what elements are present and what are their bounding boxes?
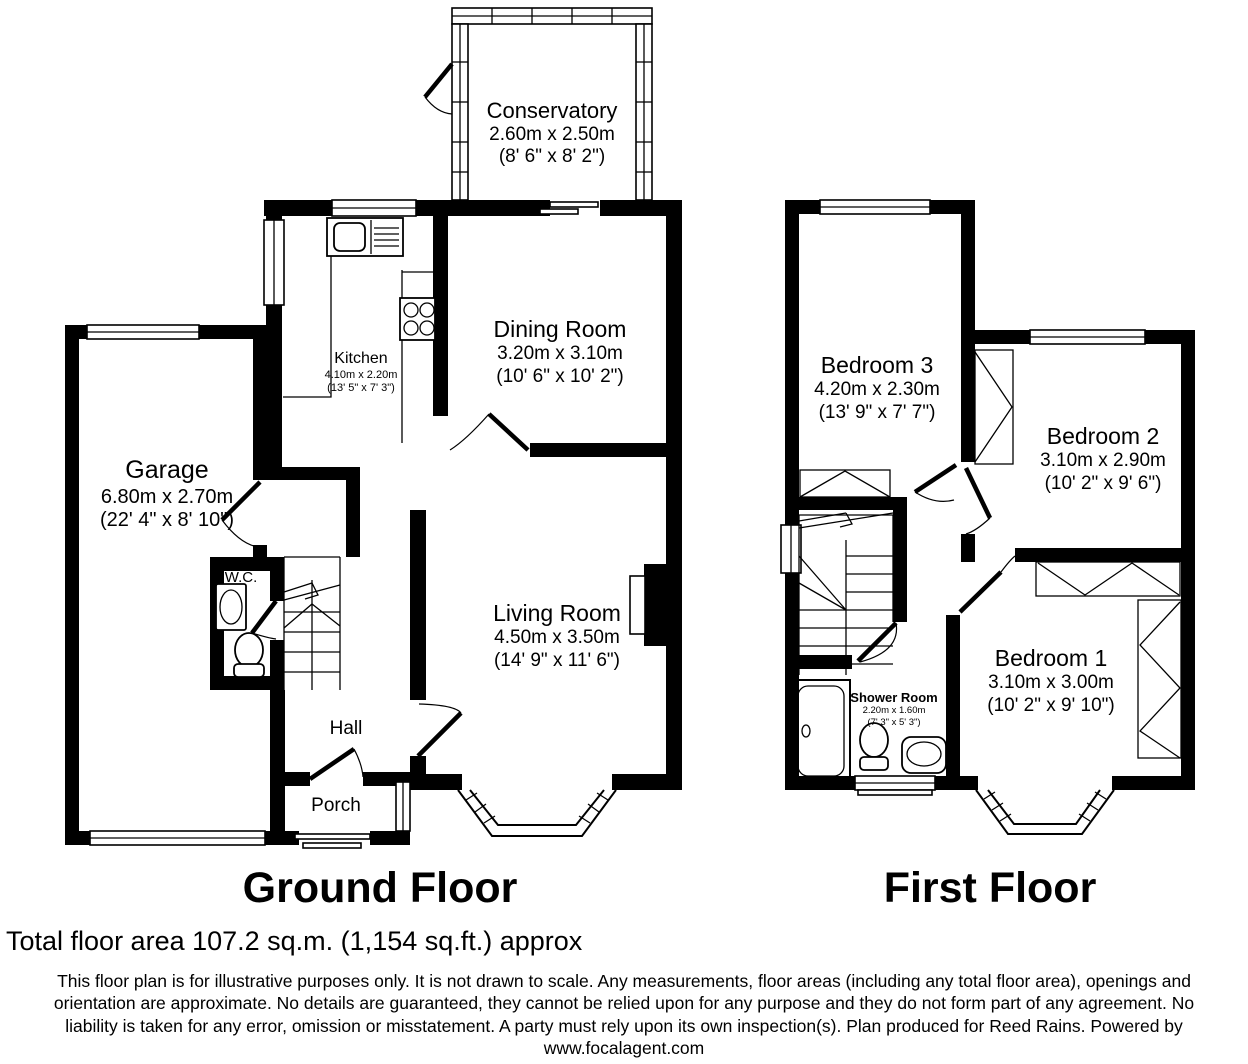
- first-floor-title: First Floor: [883, 864, 1097, 912]
- room-label-hall: [330, 718, 363, 740]
- room-dims-m: 2.60m x 2.50m: [489, 123, 615, 145]
- room-label-porch: [311, 795, 361, 817]
- room-dims-ft: (10' 2" x 9' 6"): [1044, 472, 1162, 494]
- shower-enclosure: [792, 680, 850, 782]
- room-dims-ft: (13' 9" x 7' 7"): [818, 401, 936, 423]
- room-dims-ft: (7' 3" x 5' 3"): [867, 716, 921, 728]
- room-label-dining: [494, 316, 627, 388]
- room-dims-m: 6.80m x 2.70m: [100, 485, 234, 508]
- room-label-bedroom2: [1040, 423, 1166, 495]
- room-dims-ft: (22' 4" x 8' 10"): [99, 509, 235, 532]
- room-name: Dining Room: [493, 316, 627, 342]
- room-name: Bedroom 2: [1046, 423, 1160, 449]
- room-name: Bedroom 3: [820, 352, 934, 378]
- ground-floor-title: Ground Floor: [242, 864, 518, 912]
- conservatory-threshold: [550, 202, 598, 207]
- porch-door-leaf: [310, 749, 354, 779]
- kitchen-fittings: [283, 218, 435, 443]
- disclaimer-text: [0, 970, 1248, 1059]
- room-dims-m: 4.20m x 2.30m: [814, 379, 940, 401]
- wc-toilet: [235, 633, 263, 667]
- room-dims-ft: (10' 6" x 10' 2"): [496, 365, 624, 387]
- disclaimer-line-3: liability is taken for any error, omission or misstatement. A party must rely upon its own inspection(s). Plan produced for Reed Rains. Powered by: [65, 1015, 1183, 1036]
- disclaimer-line-2: orientation are approximate. No details are guaranteed, they cannot be relied upon for any purpose and they do not form part of any agreement. No: [53, 993, 1195, 1014]
- room-dims-m: 4.50m x 3.50m: [494, 627, 620, 649]
- bedroom2-wardrobe: [975, 350, 1013, 464]
- bedroom3-door-leaf: [915, 465, 956, 492]
- front-door-threshold: [295, 834, 370, 839]
- room-dims-ft: (14' 9" x 11' 6"): [493, 649, 620, 671]
- room-name: Conservatory: [486, 98, 618, 123]
- room-label-living: [493, 600, 621, 672]
- room-dims-m: 4.10m x 2.20m: [324, 368, 398, 381]
- room-name: Hall: [329, 718, 363, 739]
- room-name: Shower Room: [850, 690, 938, 705]
- room-dims-ft: (10' 2" x 9' 10"): [987, 694, 1115, 716]
- wc-door-leaf: [252, 601, 276, 633]
- room-label-wc: [225, 569, 258, 587]
- fireplace-recess: [630, 576, 645, 634]
- room-label-bedroom1: [987, 645, 1114, 717]
- bedroom1-door-leaf: [960, 572, 1001, 612]
- ground-floor-stairs: [284, 557, 340, 690]
- first-floor-doors: [858, 465, 1015, 662]
- bedroom1-bay-window: [976, 790, 1114, 834]
- shower-room-toilet: [860, 723, 888, 757]
- first-floor-stairs: [799, 513, 893, 675]
- total-floor-area: Total floor area 107.2 sq.m. (1,154 sq.ft.) approx: [6, 926, 583, 956]
- room-label-conservatory: [487, 98, 618, 169]
- room-label-garage: [100, 456, 234, 533]
- conservatory-door-leaf: [425, 64, 452, 97]
- room-dims-ft: (13' 5" x 7' 3"): [327, 381, 395, 394]
- room-name: W.C.: [224, 569, 258, 586]
- room-name: Kitchen: [334, 350, 388, 367]
- living-room-bay-window: [458, 790, 616, 836]
- room-dims-m: 3.10m x 3.00m: [988, 672, 1114, 694]
- room-dims-m: 2.20m x 1.60m: [862, 705, 926, 717]
- room-dims-ft: (8' 6" x 8' 2"): [498, 146, 606, 168]
- dining-door-leaf: [489, 414, 528, 450]
- chimney-breast: [644, 564, 666, 646]
- kitchen-counter-right: [402, 270, 433, 443]
- room-dims-m: 3.10m x 2.90m: [1040, 450, 1166, 472]
- living-door-leaf: [418, 713, 461, 756]
- room-dims-m: 3.20m x 3.10m: [497, 343, 623, 365]
- room-label-shower: [850, 690, 937, 728]
- room-name: Garage: [125, 456, 209, 484]
- room-name: Living Room: [493, 600, 621, 626]
- room-label-kitchen: [325, 350, 398, 395]
- conservatory-door-arc: [425, 97, 452, 114]
- disclaimer-line-1: This floor plan is for illustrative purposes only. It is not drawn to scale. Any measurements, floor areas (including any total floor area), openings and: [57, 971, 1191, 991]
- disclaimer-line-4: www.focalagent.com: [543, 1037, 705, 1058]
- hob: [400, 298, 435, 340]
- room-name: Porch: [311, 795, 361, 816]
- first-floor-plan: [781, 200, 1195, 834]
- bedroom2-door-leaf: [966, 468, 990, 518]
- room-label-bedroom3: [814, 352, 940, 424]
- bedroom3-wardrobe: [800, 470, 890, 497]
- room-name: Bedroom 1: [994, 645, 1108, 671]
